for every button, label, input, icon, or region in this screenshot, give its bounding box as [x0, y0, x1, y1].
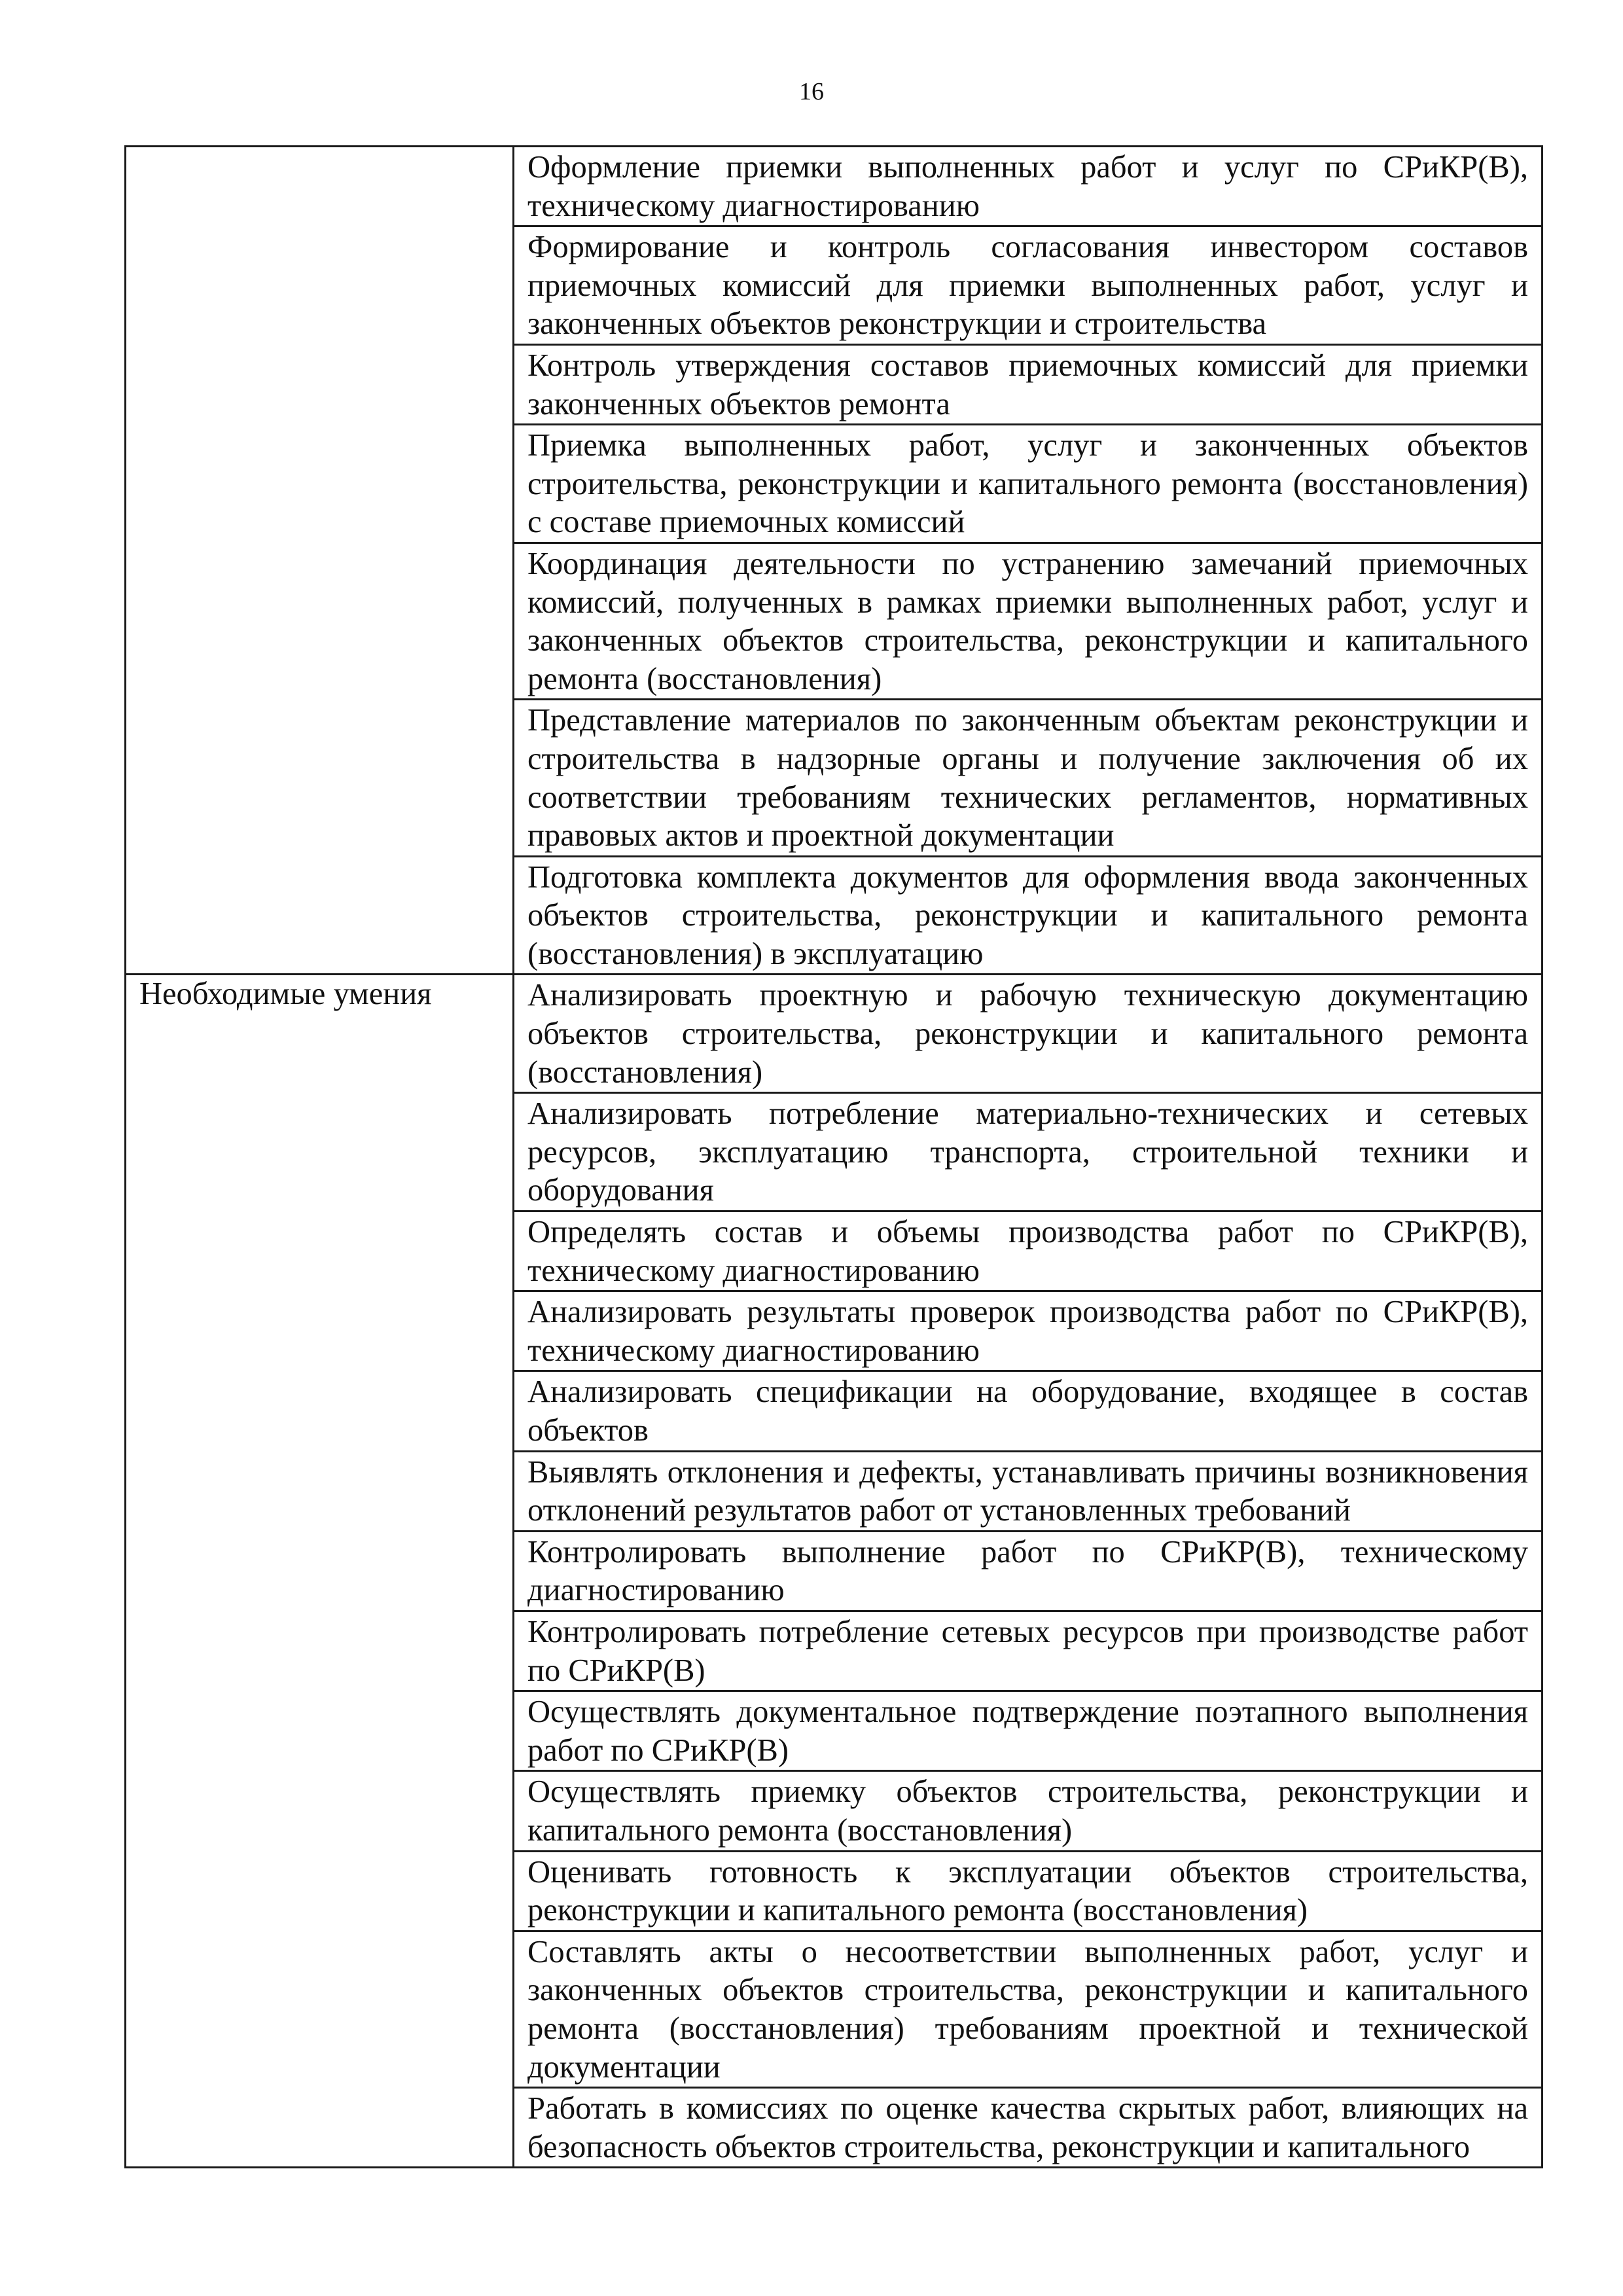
table-row [126, 975, 1543, 1093]
skill-cell: Осуществлять документальное подтверждение поэтапного выполнения работ по СРиКР(В) [514, 1691, 1543, 1771]
skill-cell: Работать в комиссиях по оценке качества скрытых работ, влияющих на безопасность объектов строительства, реконструкции и капитального [514, 2088, 1543, 2168]
labor-action-cell: Оформление приемки выполненных работ и услуг по СРиКР(В), техническому диагностированию [514, 147, 1543, 226]
skill-cell: Оценивать готовность к эксплуатации объектов строительства, реконструкции и капитального ремонта (восстановления) [514, 1851, 1543, 1931]
table-row [126, 147, 1543, 226]
skill-cell: Анализировать проектную и рабочую техническую документацию объектов строительства, реконструкции и капитального ремонта (восстановления) [514, 975, 1543, 1093]
skill-cell: Определять состав и объемы производства работ по СРиКР(В), техническому диагностированию [514, 1211, 1543, 1291]
labor-action-cell: Координация деятельности по устранению замечаний приемочных комиссий, полученных в рамках приемки выполненных работ, услуг и законченных объектов строительства, реконструкции и капитального ремонта (восстановления) [514, 543, 1543, 699]
row-label-cell [126, 147, 514, 975]
page-number: 16 [799, 78, 824, 105]
skill-cell: Составлять акты о несоответствии выполненных работ, услуг и законченных объектов строительства, реконструкции и капитального ремонта (восстановления) требованиям проектной и технической документации [514, 1931, 1543, 2087]
skill-cell: Выявлять отклонения и дефекты, устанавливать причины возникновения отклонений результатов работ от установленных требований [514, 1451, 1543, 1531]
skill-cell: Осуществлять приемку объектов строительства, реконструкции и капитального ремонта (восстановления) [514, 1771, 1543, 1851]
row-label-cell: Необходимые умения [126, 975, 514, 2168]
skill-cell: Анализировать результаты проверок производства работ по СРиКР(В), техническому диагностированию [514, 1291, 1543, 1371]
labor-action-cell: Приемка выполненных работ, услуг и законченных объектов строительства, реконструкции и капитального ремонта (восстановления) с составе приемочных комиссий [514, 425, 1543, 543]
competency-table [124, 145, 1543, 2168]
skill-cell: Анализировать спецификации на оборудование, входящее в состав объектов [514, 1371, 1543, 1451]
labor-action-cell: Подготовка комплекта документов для оформления ввода законченных объектов строительства, реконструкции и капитального ремонта (восстановления) в эксплуатацию [514, 856, 1543, 975]
skill-cell: Контролировать потребление сетевых ресурсов при производстве работ по СРиКР(В) [514, 1611, 1543, 1691]
labor-action-cell: Контроль утверждения составов приемочных комиссий для приемки законченных объектов ремонта [514, 344, 1543, 424]
labor-action-cell: Представление материалов по законченным объектам реконструкции и строительства в надзорные органы и получение заключения об их соответствии требованиям технических регламентов, нормативных правовых актов и проектной документации [514, 700, 1543, 856]
skill-cell: Контролировать выполнение работ по СРиКР(В), техническому диагностированию [514, 1531, 1543, 1611]
labor-action-cell: Формирование и контроль согласования инвестором составов приемочных комиссий для приемки выполненных работ, услуг и законченных объектов реконструкции и строительства [514, 226, 1543, 345]
skill-cell: Анализировать потребление материально-технических и сетевых ресурсов, эксплуатацию транспорта, строительной техники и оборудования [514, 1093, 1543, 1211]
